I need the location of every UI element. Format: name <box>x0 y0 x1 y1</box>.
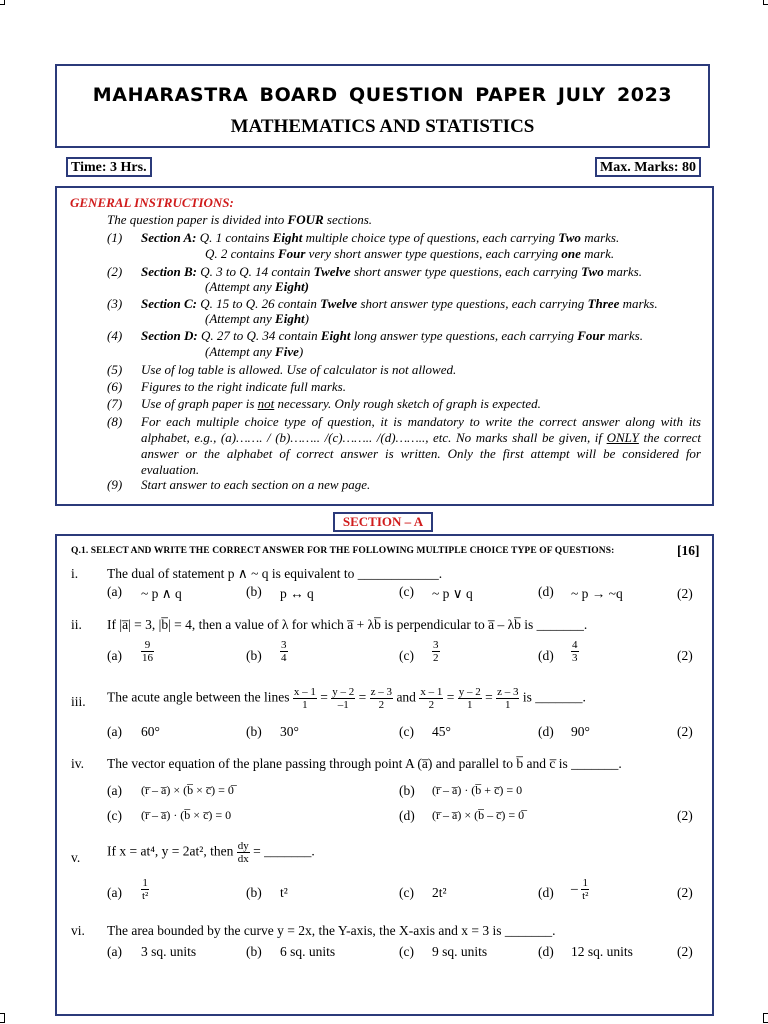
question-text: If x = at⁴, y = 2at², then $\frac{dy}{dx}$ = _______. <box>107 840 315 865</box>
instruction-number: (5) <box>107 362 123 377</box>
option-c: ~ p ∨ q <box>432 586 473 601</box>
instruction-item: (Attempt any Eight) <box>205 311 310 326</box>
option-letter: (d) <box>538 944 554 959</box>
question-marks: (2) <box>677 724 693 739</box>
option-b: $\frac{3}{4}$ <box>281 639 287 664</box>
question-text: If |a̅| = 3, |b̅| = 4, then a value of λ for which a̅ + λb̅ is perpendicular to a̅ – λb̅ is _______. <box>107 617 588 632</box>
instruction-item: Q. 2 contains Four very short answer type questions, each carrying one mark. <box>205 246 615 261</box>
question-text: The vector equation of the plane passing through point A (a̅) and parallel to b̅ and c̅ is _______. <box>107 756 622 771</box>
instruction-item: Figures to the right indicate full marks. <box>141 379 346 394</box>
instruction-item: Use of graph paper is not necessary. Only rough sketch of graph is expected. <box>141 396 541 411</box>
question-marks: (2) <box>677 808 693 823</box>
q1-marks: [16] <box>677 543 700 558</box>
option-b: 6 sq. units <box>280 944 336 959</box>
option-c: $\frac{3}{2}$ <box>433 639 439 664</box>
option-letter: (a) <box>107 584 122 599</box>
q1-heading: Q.1. SELECT AND WRITE THE CORRECT ANSWER FOR THE FOLLOWING MULTIPLE CHOICE TYPE OF QUESTIONS: <box>71 546 615 556</box>
question-number: v. <box>71 850 81 865</box>
option-letter: (a) <box>107 885 122 900</box>
option-letter: (d) <box>399 808 415 823</box>
option-c: 9 sq. units <box>432 944 488 959</box>
option-letter: (a) <box>107 944 122 959</box>
option-a: (r̅ – a̅) × (b̅ × c̅) = 0̅ <box>141 783 234 797</box>
question-number: i. <box>71 566 79 581</box>
option-letter: (b) <box>399 783 415 798</box>
instructions-heading: GENERAL INSTRUCTIONS: <box>70 195 234 210</box>
option-d: 90° <box>571 724 590 739</box>
option-letter: (d) <box>538 885 554 900</box>
option-letter: (c) <box>399 724 414 739</box>
question-number: iii. <box>71 694 86 709</box>
instruction-item: (Attempt any Eight) <box>205 279 310 294</box>
instructions-box <box>55 186 714 506</box>
question-text: The area bounded by the curve y = 2x, the Y-axis, the X-axis and x = 3 is _______. <box>107 923 556 938</box>
crop-mark <box>0 1013 5 1023</box>
instruction-item: For each multiple choice type of question, it is mandatory to write the correct answer along with its alphabet, e.g., (a)……. / (b)…….. /(c)…….. /(d)…….., etc. No marks shall be given, if ONLY the correct answer or the alphabet of correct answer is written. Only the first attempt will be considered for evaluation. <box>141 414 701 477</box>
option-b: t² <box>280 885 288 900</box>
instruction-item: Section C: Q. 15 to Q. 26 contain Twelve short answer type questions, each carrying Three marks. <box>141 296 658 311</box>
crop-mark <box>763 0 768 5</box>
instruction-number: (1) <box>107 230 123 245</box>
instruction-item: Section B: Q. 3 to Q. 14 contain Twelve short answer type questions, each carrying Two marks. <box>141 264 642 279</box>
instruction-item: Section D: Q. 27 to Q. 34 contain Eight long answer type questions, each carrying Four marks. <box>141 328 643 343</box>
instruction-number: (8) <box>107 414 123 429</box>
instruction-number: (6) <box>107 379 123 394</box>
option-a: $\frac{1}{\text{t²}}$ <box>142 877 149 902</box>
question-number: iv. <box>71 756 84 771</box>
option-letter: (d) <box>538 584 554 599</box>
option-letter: (b) <box>246 724 262 739</box>
page-subtitle: MATHEMATICS AND STATISTICS <box>230 116 535 137</box>
page-title: MAHARASTRA BOARD QUESTION PAPER JULY 2023 <box>92 84 673 106</box>
instruction-number: (9) <box>107 477 123 492</box>
option-letter: (b) <box>246 648 262 663</box>
instruction-number: (4) <box>107 328 123 343</box>
option-d: $\frac{4}{3}$ <box>572 639 578 664</box>
instruction-number: (7) <box>107 396 123 411</box>
instruction-item: Section A: Q. 1 contains Eight multiple choice type of questions, each carrying Two marks. <box>141 230 620 245</box>
crop-mark <box>0 0 5 5</box>
option-d: 12 sq. units <box>571 944 633 959</box>
option-letter: (b) <box>246 885 262 900</box>
question-text: The dual of statement p ∧ ~ q is equivalent to ____________. <box>107 566 443 581</box>
section-a-box <box>55 534 714 1016</box>
option-d: ~ p → ~q <box>571 586 623 601</box>
question-text: The acute angle between the lines $\frac{x - 1}{1}$ = $\frac{y - 2}{-1}$ = $\frac{z - 3}{2}$ and $\frac{x - 1}{2}$ = $\frac{y - 2}{1}$ = $\frac{z - 3}{1}$ is _______. <box>107 686 586 711</box>
option-b: p ↔ q <box>280 586 314 601</box>
option-letter: (c) <box>107 808 122 823</box>
time-label: Time: 3 Hrs. <box>66 157 152 177</box>
option-c: 45° <box>432 724 451 739</box>
option-a: 3 sq. units <box>141 944 197 959</box>
option-letter: (c) <box>399 885 414 900</box>
instruction-item: Start answer to each section on a new page. <box>141 477 371 492</box>
max-marks-label: Max. Marks: 80 <box>595 157 701 177</box>
option-letter: (c) <box>399 944 414 959</box>
crop-mark <box>763 1013 768 1023</box>
option-letter: (b) <box>246 944 262 959</box>
title-box <box>55 64 710 148</box>
option-b: 30° <box>280 724 299 739</box>
option-c: 2t² <box>432 885 447 900</box>
instruction-number: (3) <box>107 296 123 311</box>
option-letter: (a) <box>107 648 122 663</box>
option-letter: (b) <box>246 584 262 599</box>
option-letter: (a) <box>107 783 122 798</box>
option-d: (r̅ – a̅) × (b̅ – c̅) = 0̅ <box>432 808 525 822</box>
question-number: vi. <box>71 923 85 938</box>
instruction-item: (Attempt any Five) <box>205 344 304 359</box>
option-a: ~ p ∧ q <box>141 586 182 601</box>
question-marks: (2) <box>677 885 693 900</box>
option-letter: (d) <box>538 724 554 739</box>
option-letter: (c) <box>399 648 414 663</box>
question-number: ii. <box>71 617 82 632</box>
instruction-item: Use of log table is allowed. Use of calculator is not allowed. <box>141 362 457 377</box>
option-a: 60° <box>141 724 160 739</box>
option-b: (r̅ – a̅) · (b̅ + c̅) = 0 <box>432 783 523 797</box>
option-d: – $\frac{1}{\text{t²}}$ <box>571 877 589 902</box>
question-marks: (2) <box>677 586 693 601</box>
option-a: $\frac{9}{16}$ <box>142 639 153 664</box>
section-label: SECTION – A <box>333 512 433 532</box>
instructions-intro: The question paper is divided into FOUR sections. <box>107 212 373 227</box>
option-letter: (a) <box>107 724 122 739</box>
question-marks: (2) <box>677 944 693 959</box>
question-marks: (2) <box>677 648 693 663</box>
option-letter: (c) <box>399 584 414 599</box>
option-c: (r̅ – a̅) · (b̅ × c̅) = 0 <box>141 808 232 822</box>
option-letter: (d) <box>538 648 554 663</box>
instruction-number: (2) <box>107 264 123 279</box>
